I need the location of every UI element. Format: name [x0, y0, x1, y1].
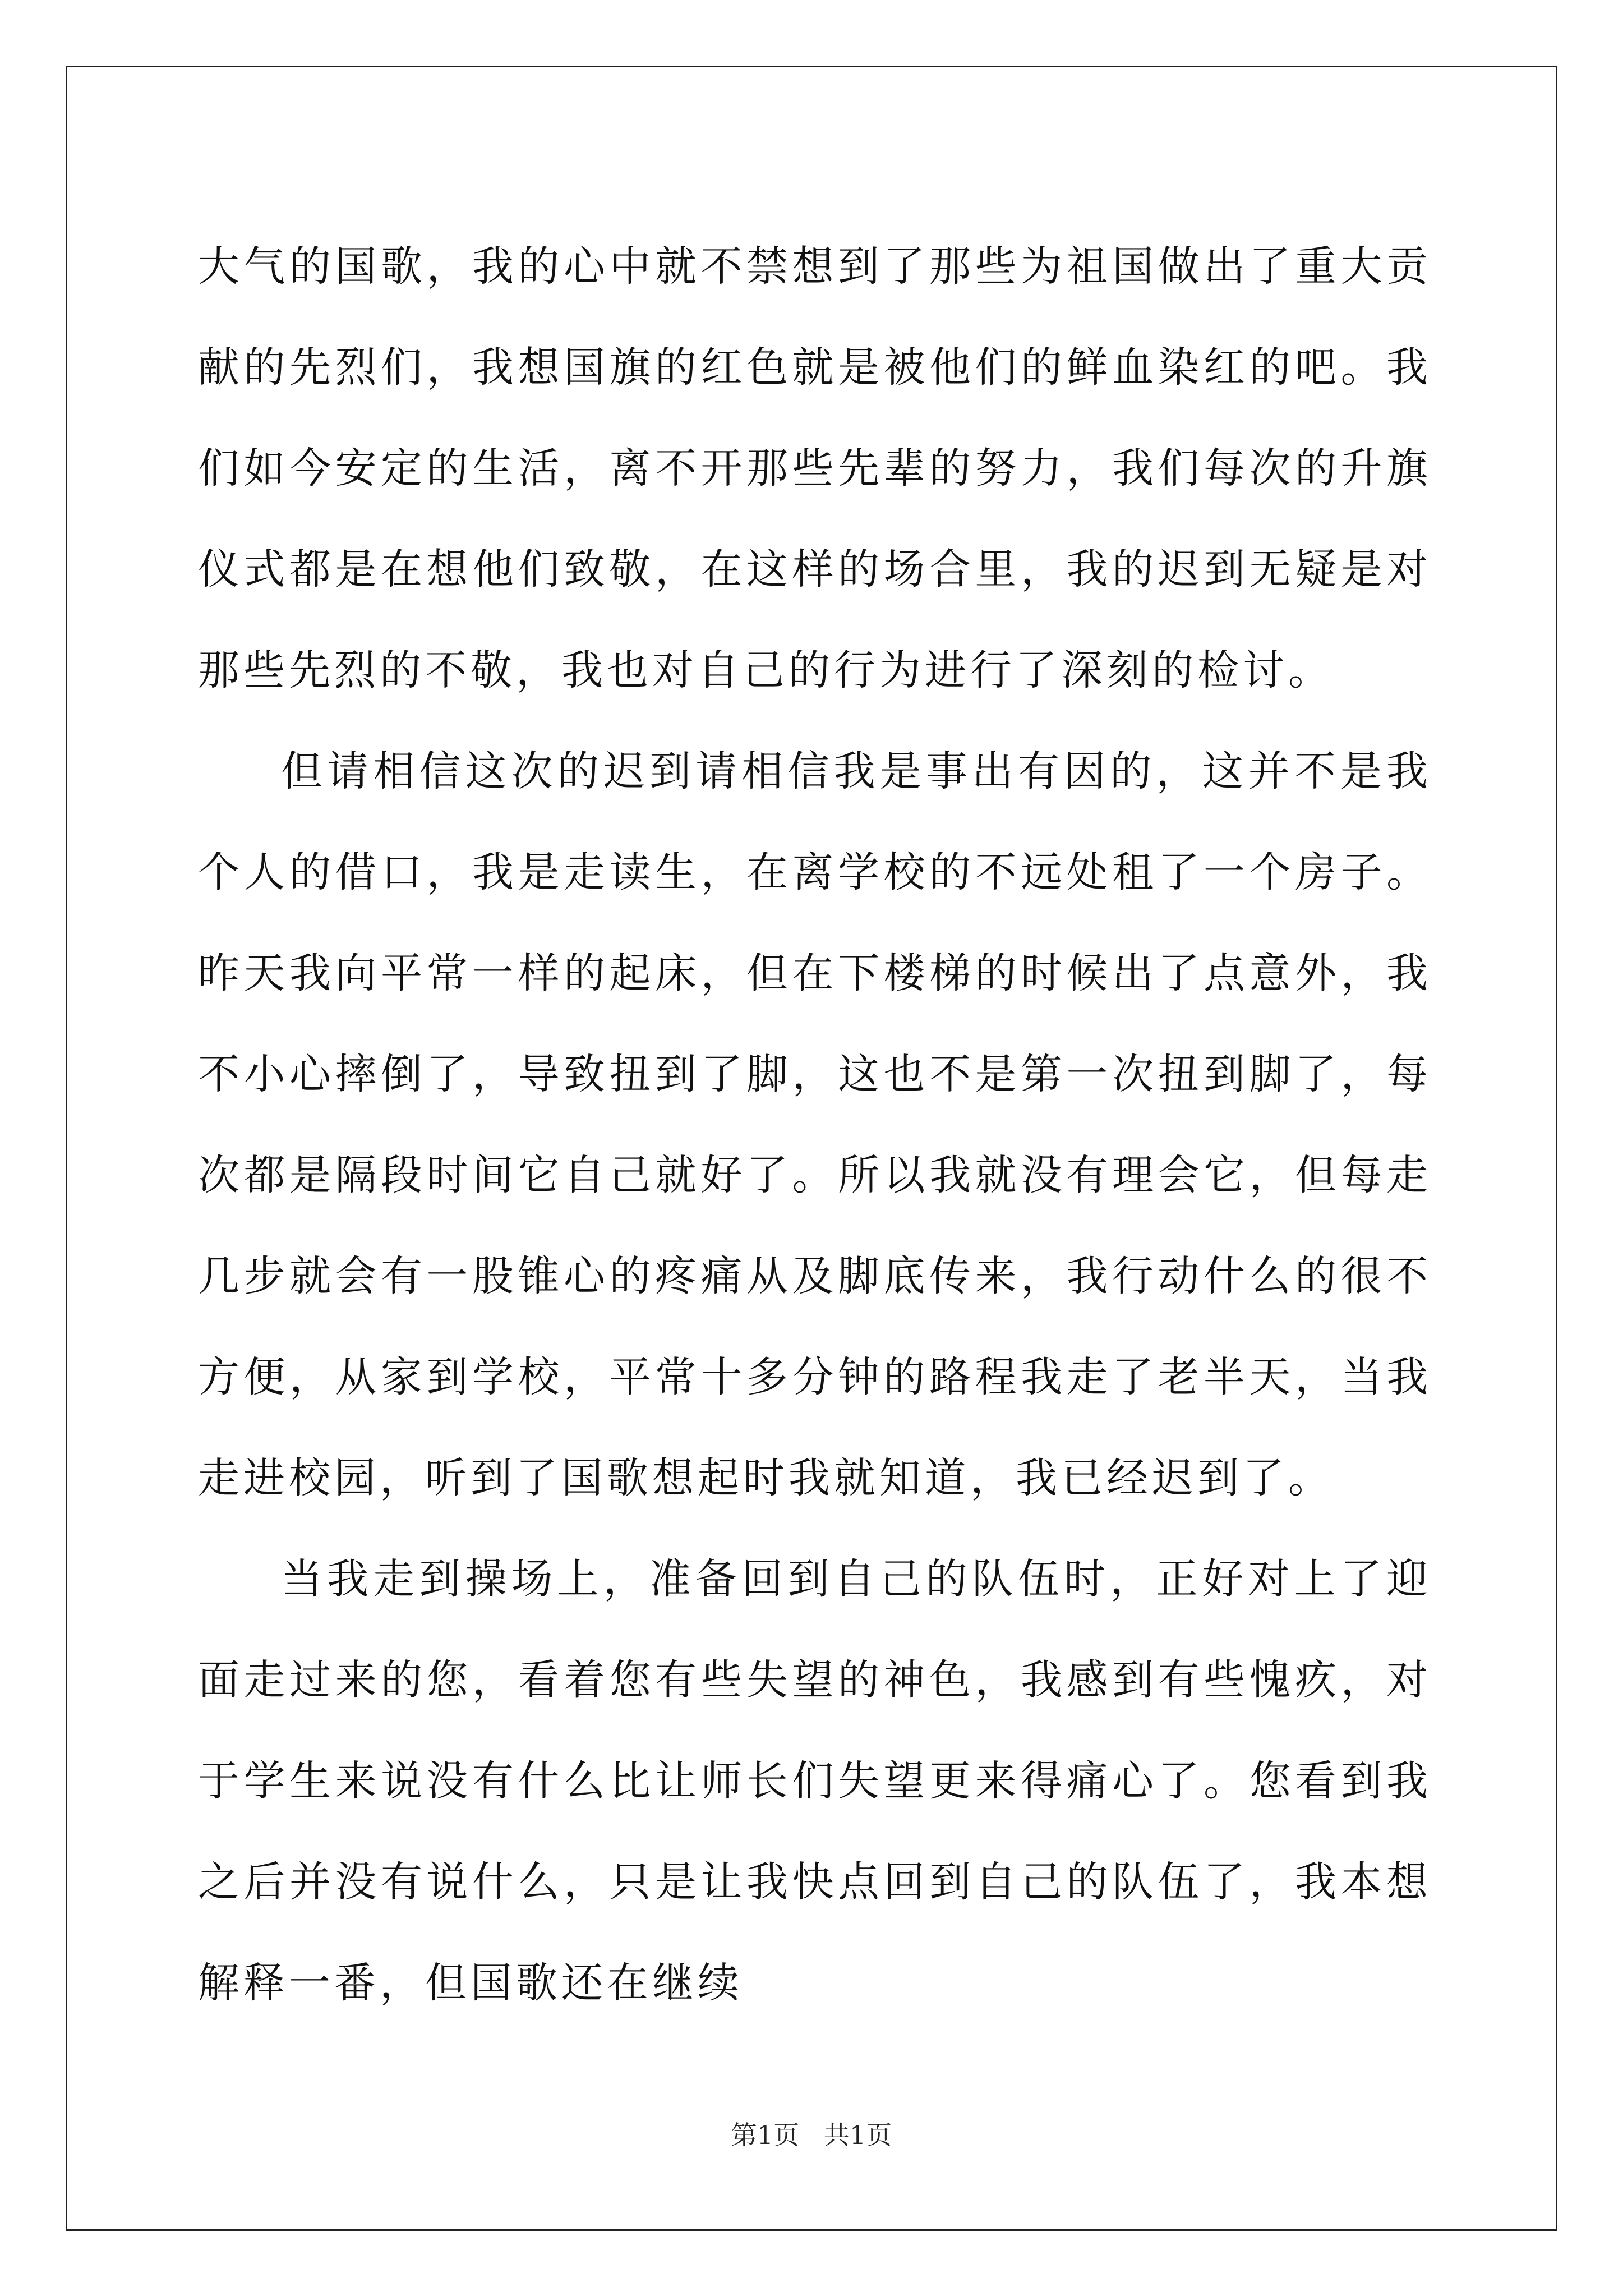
- document-body: [198, 216, 1432, 2033]
- page-number-footer: 第1页 共1页: [731, 2120, 892, 2150]
- paragraph-2: 但请相信这次的迟到请相信我是事出有因的，这并不是我个人的借口，我是走读生，在离学校的不远处租了一个房子。昨天我向平常一样的起床，但在下楼梯的时候出了点意外，我不小心摔倒了，导致扭到了脚，这也不是第一次扭到脚了，每次都是隔段时间它自己就好了。所以我就没有理会它，但每走几步就会有一股锥心的疼痛从及脚底传来，我行动什么的很不方便，从家到学校，平常十多分钟的路程我走了老半天，当我走进校园，听到了国歌想起时我就知道，我已经迟到了。: [198, 747, 1432, 1502]
- paragraph-1: 大气的国歌，我的心中就不禁想到了那些为祖国做出了重大贡献的先烈们，我想国旗的红色就是被他们的鲜血染红的吧。我们如今安定的生活，离不开那些先辈的努力，我们每次的升旗仪式都是在想他们致敬，在这样的场合里，我的迟到无疑是对那些先烈的不敬，我也对自己的行为进行了深刻的检讨。: [198, 242, 1432, 694]
- paragraph-3: 当我走到操场上，准备回到自己的队伍时，正好对上了迎面走过来的您，看着您有些失望的神色，我感到有些愧疚，对于学生来说没有什么比让师长们失望更来得痛心了。您看到我之后并没有说什么，只是让我快点回到自己的队伍了，我本想解释一番，但国歌还在继续: [198, 1555, 1432, 2007]
